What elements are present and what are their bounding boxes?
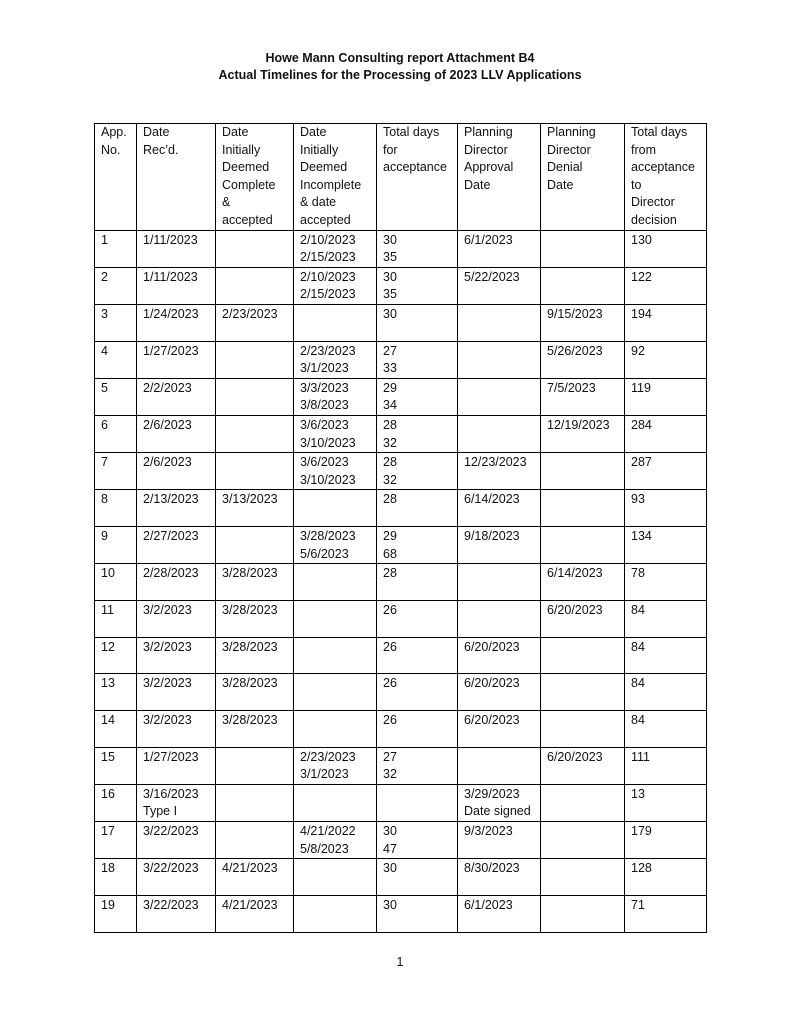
table-row	[95, 267, 707, 304]
cell-days-for-acceptance: 30 47	[377, 822, 458, 859]
table-row	[95, 564, 707, 601]
cell-denial-date: 6/14/2023	[541, 564, 625, 601]
cell-date-received: 2/27/2023	[137, 527, 216, 564]
table-body	[95, 230, 707, 932]
table-row	[95, 416, 707, 453]
cell-denial-date	[541, 230, 625, 267]
cell-date-received: 1/24/2023	[137, 304, 216, 341]
cell-approval-date	[458, 378, 541, 415]
cell-days-to-decision: 287	[625, 453, 707, 490]
cell-deemed-incomplete	[294, 674, 377, 711]
cell-approval-date	[458, 304, 541, 341]
cell-days-for-acceptance: 26	[377, 674, 458, 711]
cell-denial-date	[541, 637, 625, 674]
cell-deemed-incomplete	[294, 490, 377, 527]
cell-app-no: 1	[95, 230, 137, 267]
cell-days-for-acceptance: 30	[377, 304, 458, 341]
cell-deemed-complete	[216, 527, 294, 564]
cell-approval-date: 8/30/2023	[458, 859, 541, 896]
cell-deemed-incomplete: 3/6/2023 3/10/2023	[294, 416, 377, 453]
cell-days-for-acceptance: 26	[377, 637, 458, 674]
table-row	[95, 378, 707, 415]
cell-approval-date: 5/22/2023	[458, 267, 541, 304]
cell-date-received: 1/11/2023	[137, 267, 216, 304]
cell-approval-date: 6/1/2023	[458, 895, 541, 932]
cell-denial-date	[541, 784, 625, 821]
cell-days-to-decision: 84	[625, 600, 707, 637]
column-header-denial-date: Planning Director Denial Date	[541, 124, 625, 231]
page-number: 1	[396, 955, 404, 969]
cell-app-no: 7	[95, 453, 137, 490]
cell-app-no: 3	[95, 304, 137, 341]
cell-deemed-complete: 3/28/2023	[216, 674, 294, 711]
cell-deemed-complete: 3/28/2023	[216, 637, 294, 674]
cell-deemed-incomplete	[294, 895, 377, 932]
column-header-app-no: App. No.	[95, 124, 137, 231]
cell-days-for-acceptance: 28 32	[377, 416, 458, 453]
table-row	[95, 453, 707, 490]
cell-days-for-acceptance: 30 35	[377, 267, 458, 304]
cell-approval-date: 6/20/2023	[458, 637, 541, 674]
cell-denial-date: 6/20/2023	[541, 747, 625, 784]
title-line-2: Actual Timelines for the Processing of 2023 LLV Applications	[218, 68, 582, 82]
cell-deemed-incomplete	[294, 859, 377, 896]
cell-days-for-acceptance	[377, 784, 458, 821]
cell-denial-date	[541, 895, 625, 932]
title-line-1: Howe Mann Consulting report Attachment B4	[265, 51, 535, 65]
cell-days-for-acceptance: 28	[377, 564, 458, 601]
cell-days-to-decision: 84	[625, 674, 707, 711]
table-row	[95, 600, 707, 637]
cell-days-to-decision: 92	[625, 341, 707, 378]
cell-days-to-decision: 93	[625, 490, 707, 527]
cell-denial-date: 9/15/2023	[541, 304, 625, 341]
cell-date-received: 3/2/2023	[137, 600, 216, 637]
cell-date-received: 3/16/2023 Type I	[137, 784, 216, 821]
cell-app-no: 17	[95, 822, 137, 859]
cell-days-to-decision: 194	[625, 304, 707, 341]
table-row	[95, 747, 707, 784]
cell-days-to-decision: 284	[625, 416, 707, 453]
cell-date-received: 2/2/2023	[137, 378, 216, 415]
cell-deemed-incomplete: 4/21/2022 5/8/2023	[294, 822, 377, 859]
cell-date-received: 3/22/2023	[137, 895, 216, 932]
cell-deemed-incomplete	[294, 564, 377, 601]
cell-days-for-acceptance: 30	[377, 895, 458, 932]
cell-deemed-complete: 3/28/2023	[216, 600, 294, 637]
cell-date-received: 2/6/2023	[137, 416, 216, 453]
cell-app-no: 12	[95, 637, 137, 674]
cell-denial-date: 12/19/2023	[541, 416, 625, 453]
table-row	[95, 637, 707, 674]
cell-date-received: 3/2/2023	[137, 711, 216, 748]
cell-approval-date	[458, 564, 541, 601]
cell-approval-date	[458, 600, 541, 637]
cell-days-to-decision: 111	[625, 747, 707, 784]
cell-deemed-incomplete: 2/10/2023 2/15/2023	[294, 267, 377, 304]
report-title	[0, 50, 800, 84]
cell-denial-date: 6/20/2023	[541, 600, 625, 637]
cell-days-for-acceptance: 27 33	[377, 341, 458, 378]
cell-app-no: 10	[95, 564, 137, 601]
cell-denial-date	[541, 490, 625, 527]
cell-deemed-incomplete: 3/3/2023 3/8/2023	[294, 378, 377, 415]
cell-denial-date	[541, 822, 625, 859]
cell-denial-date	[541, 267, 625, 304]
cell-date-received: 3/2/2023	[137, 637, 216, 674]
cell-deemed-incomplete: 2/23/2023 3/1/2023	[294, 341, 377, 378]
cell-days-for-acceptance: 28 32	[377, 453, 458, 490]
column-header-days-for-acceptance: Total days for acceptance	[377, 124, 458, 231]
cell-date-received: 3/22/2023	[137, 822, 216, 859]
cell-approval-date: 12/23/2023	[458, 453, 541, 490]
cell-deemed-complete: 3/28/2023	[216, 564, 294, 601]
cell-app-no: 14	[95, 711, 137, 748]
cell-deemed-incomplete: 2/23/2023 3/1/2023	[294, 747, 377, 784]
cell-approval-date	[458, 416, 541, 453]
cell-approval-date	[458, 747, 541, 784]
cell-days-for-acceptance: 27 32	[377, 747, 458, 784]
cell-days-to-decision: 179	[625, 822, 707, 859]
cell-deemed-complete	[216, 784, 294, 821]
cell-denial-date	[541, 711, 625, 748]
column-header-days-to-decision: Total days from acceptance to Director decision	[625, 124, 707, 231]
cell-deemed-incomplete: 3/6/2023 3/10/2023	[294, 453, 377, 490]
cell-app-no: 8	[95, 490, 137, 527]
cell-approval-date: 9/3/2023	[458, 822, 541, 859]
cell-deemed-incomplete: 2/10/2023 2/15/2023	[294, 230, 377, 267]
cell-days-to-decision: 122	[625, 267, 707, 304]
cell-approval-date: 6/20/2023	[458, 674, 541, 711]
cell-denial-date	[541, 859, 625, 896]
cell-days-to-decision: 84	[625, 637, 707, 674]
cell-days-to-decision: 84	[625, 711, 707, 748]
cell-approval-date	[458, 341, 541, 378]
cell-deemed-complete: 4/21/2023	[216, 859, 294, 896]
cell-approval-date: 9/18/2023	[458, 527, 541, 564]
cell-date-received: 1/27/2023	[137, 341, 216, 378]
cell-deemed-complete	[216, 378, 294, 415]
column-header-deemed-incomplete: Date Initially Deemed Incomplete & date accepted	[294, 124, 377, 231]
cell-days-to-decision: 128	[625, 859, 707, 896]
cell-app-no: 2	[95, 267, 137, 304]
cell-deemed-complete	[216, 416, 294, 453]
cell-days-for-acceptance: 28	[377, 490, 458, 527]
cell-deemed-complete	[216, 267, 294, 304]
cell-denial-date	[541, 527, 625, 564]
cell-days-for-acceptance: 26	[377, 600, 458, 637]
cell-deemed-incomplete	[294, 637, 377, 674]
cell-date-received: 2/6/2023	[137, 453, 216, 490]
cell-date-received: 2/28/2023	[137, 564, 216, 601]
cell-days-to-decision: 134	[625, 527, 707, 564]
table-row	[95, 822, 707, 859]
cell-days-for-acceptance: 29 34	[377, 378, 458, 415]
table-row	[95, 490, 707, 527]
cell-days-for-acceptance: 29 68	[377, 527, 458, 564]
column-header-deemed-complete: Date Initially Deemed Complete & accepted	[216, 124, 294, 231]
cell-denial-date	[541, 674, 625, 711]
cell-days-to-decision: 78	[625, 564, 707, 601]
cell-days-to-decision: 71	[625, 895, 707, 932]
cell-deemed-complete: 3/13/2023	[216, 490, 294, 527]
cell-deemed-complete	[216, 822, 294, 859]
table-header-row	[95, 124, 707, 231]
table-row	[95, 230, 707, 267]
column-header-approval-date: Planning Director Approval Date	[458, 124, 541, 231]
cell-days-to-decision: 130	[625, 230, 707, 267]
table-row	[95, 304, 707, 341]
table-row	[95, 859, 707, 896]
cell-app-no: 11	[95, 600, 137, 637]
table-row	[95, 341, 707, 378]
cell-days-for-acceptance: 30	[377, 859, 458, 896]
cell-deemed-complete: 2/23/2023	[216, 304, 294, 341]
cell-days-to-decision: 119	[625, 378, 707, 415]
cell-app-no: 16	[95, 784, 137, 821]
cell-app-no: 4	[95, 341, 137, 378]
cell-deemed-complete	[216, 747, 294, 784]
cell-days-to-decision: 13	[625, 784, 707, 821]
cell-approval-date: 3/29/2023 Date signed	[458, 784, 541, 821]
column-header-date-received: Date Rec’d.	[137, 124, 216, 231]
cell-denial-date	[541, 453, 625, 490]
table-row	[95, 527, 707, 564]
cell-date-received: 3/22/2023	[137, 859, 216, 896]
cell-approval-date: 6/1/2023	[458, 230, 541, 267]
table-row	[95, 895, 707, 932]
table-row	[95, 674, 707, 711]
cell-deemed-complete: 3/28/2023	[216, 711, 294, 748]
cell-app-no: 18	[95, 859, 137, 896]
cell-approval-date: 6/14/2023	[458, 490, 541, 527]
cell-deemed-complete	[216, 341, 294, 378]
cell-denial-date: 5/26/2023	[541, 341, 625, 378]
cell-deemed-incomplete: 3/28/2023 5/6/2023	[294, 527, 377, 564]
cell-app-no: 9	[95, 527, 137, 564]
cell-deemed-incomplete	[294, 600, 377, 637]
cell-date-received: 1/11/2023	[137, 230, 216, 267]
cell-approval-date: 6/20/2023	[458, 711, 541, 748]
table-row	[95, 784, 707, 821]
cell-deemed-complete	[216, 453, 294, 490]
cell-date-received: 1/27/2023	[137, 747, 216, 784]
cell-days-for-acceptance: 30 35	[377, 230, 458, 267]
cell-deemed-complete: 4/21/2023	[216, 895, 294, 932]
cell-denial-date: 7/5/2023	[541, 378, 625, 415]
cell-app-no: 13	[95, 674, 137, 711]
cell-deemed-incomplete	[294, 784, 377, 821]
table-row	[95, 711, 707, 748]
cell-date-received: 2/13/2023	[137, 490, 216, 527]
cell-deemed-incomplete	[294, 711, 377, 748]
cell-date-received: 3/2/2023	[137, 674, 216, 711]
cell-deemed-incomplete	[294, 304, 377, 341]
cell-days-for-acceptance: 26	[377, 711, 458, 748]
cell-app-no: 15	[95, 747, 137, 784]
timelines-table	[94, 123, 707, 933]
cell-app-no: 5	[95, 378, 137, 415]
cell-deemed-complete	[216, 230, 294, 267]
cell-app-no: 6	[95, 416, 137, 453]
cell-app-no: 19	[95, 895, 137, 932]
